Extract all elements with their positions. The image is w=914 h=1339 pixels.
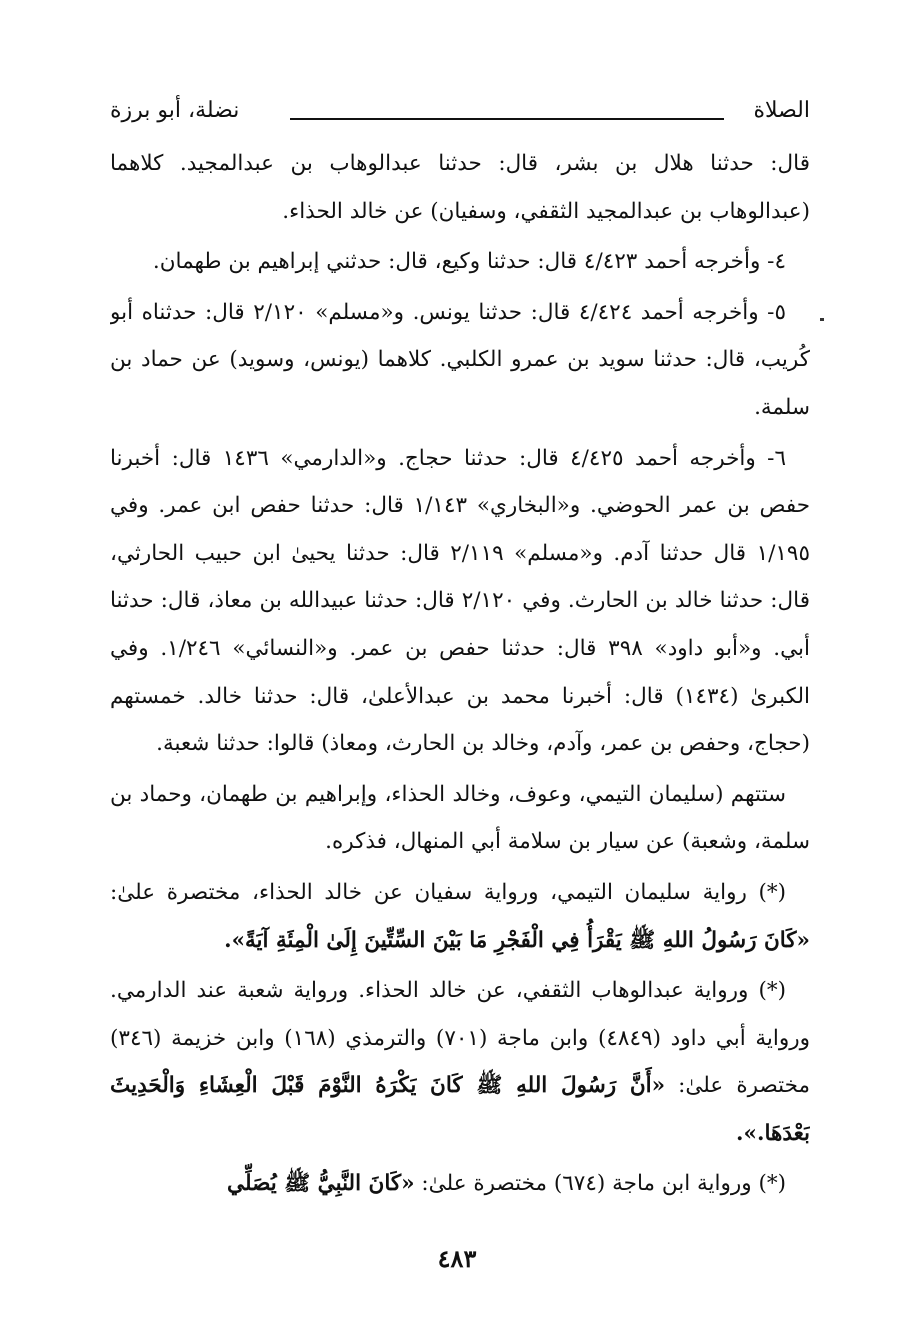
paragraph-text: (*) ورواية ابن ماجة (٦٧٤) مختصرة علىٰ: — [421, 1171, 786, 1197]
header-rule — [290, 118, 724, 120]
header-entry-title: نضلة، أبو برزة — [110, 98, 240, 123]
paragraph — [110, 238, 810, 286]
running-header — [110, 96, 810, 130]
paragraph-text: قال: حدثنا هلال بن بشر، قال: حدثنا عبدالوهاب بن عبدالمجيد. كلاهما (عبدالوهاب بن عبدالمجيد الثقفي، وسفيان) عن خالد الحذاء. — [110, 151, 810, 224]
hadith-quote: «أَنَّ رَسُولَ اللهِ ﷺ كَانَ يَكْرَهُ النَّوْمَ قَبْلَ الْعِشَاءِ وَالْحَدِيثَ بَعْدَهَا.». — [110, 1073, 810, 1146]
paragraph — [110, 289, 810, 432]
margin-mark — [820, 318, 824, 321]
header-section-title: الصلاة — [753, 98, 810, 123]
paragraph-text: ٤- وأخرجه أحمد ٤/٤٢٣ قال: حدثنا وكيع، قال: حدثني إبراهيم بن طهمان. — [152, 249, 786, 275]
paragraph — [110, 140, 810, 235]
hadith-quote: «كَانَ النَّبِيُّ ﷺ يُصَلِّي — [227, 1171, 415, 1197]
paragraph-text: (*) رواية سليمان التيمي، ورواية سفيان عن خالد الحذاء، مختصرة علىٰ: — [110, 879, 786, 905]
hadith-quote: «كَانَ رَسُولُ اللهِ ﷺ يَقْرَأُ فِي الْفَجْرِ مَا بَيْنَ السِّتِّينَ إِلَىٰ الْمِئَةِ آيَةً». — [224, 927, 810, 953]
body-text — [110, 140, 810, 1230]
paragraph-text: ٥- وأخرجه أحمد ٤/٤٢٤ قال: حدثنا يونس. و«مسلم» ٢/١٢٠ قال: حدثناه أبو كُريب، قال: حدثنا سويد بن عمرو الكلبي. كلاهما (يونس، وسويد) عن حماد بن سلمة. — [110, 299, 810, 420]
paragraph — [110, 967, 810, 1157]
paragraph — [110, 771, 810, 866]
page-number: ٤٨٣ — [437, 1244, 477, 1273]
paragraph-text: (*) ورواية عبدالوهاب الثقفي، عن خالد الحذاء. ورواية شعبة عند الدارمي. ورواية أبي داود (٤٨٤٩) وابن ماجة (٧٠١) والترمذي (١٦٨) وابن خزيمة (٣٤٦) مختصرة علىٰ: — [110, 978, 810, 1099]
paragraph-text: ٦- وأخرجه أحمد ٤/٤٢٥ قال: حدثنا حجاج. و«الدارمي» ١٤٣٦ قال: أخبرنا حفص بن عمر الحوضي. و«البخاري» ١/١٤٣ قال: حدثنا حفص ابن عمر. وفي ١/١٩٥ قال حدثنا آدم. و«مسلم» ٢/١١٩ قال: حدثنا يحيىٰ ابن حبيب الحارثي، قال: حدثنا خالد بن الحارث. وفي ٢/١٢٠ قال: حدثنا عبيدالله بن معاذ، قال: حدثنا أبي. و«أبو داود» ٣٩٨ قال: حدثنا حفص بن عمر. و«النسائي» ١/٢٤٦. وفي الكبرىٰ (١٤٣٤) قال: أخبرنا محمد بن عبدالأعلىٰ، قال: حدثنا خالد. خمستهم (حجاج، وحفص بن عمر، وآدم، وخالد بن الحارث، ومعاذ) قالوا: حدثنا شعبة. — [110, 445, 810, 757]
paragraph — [110, 435, 810, 768]
paragraph-text: ستتهم (سليمان التيمي، وعوف، وخالد الحذاء، وإبراهيم بن طهمان، وحماد بن سلمة، وشعبة) عن سيار بن سلامة أبي المنهال، فذكره. — [110, 781, 810, 855]
paragraph — [110, 1160, 810, 1208]
paragraph — [110, 869, 810, 964]
